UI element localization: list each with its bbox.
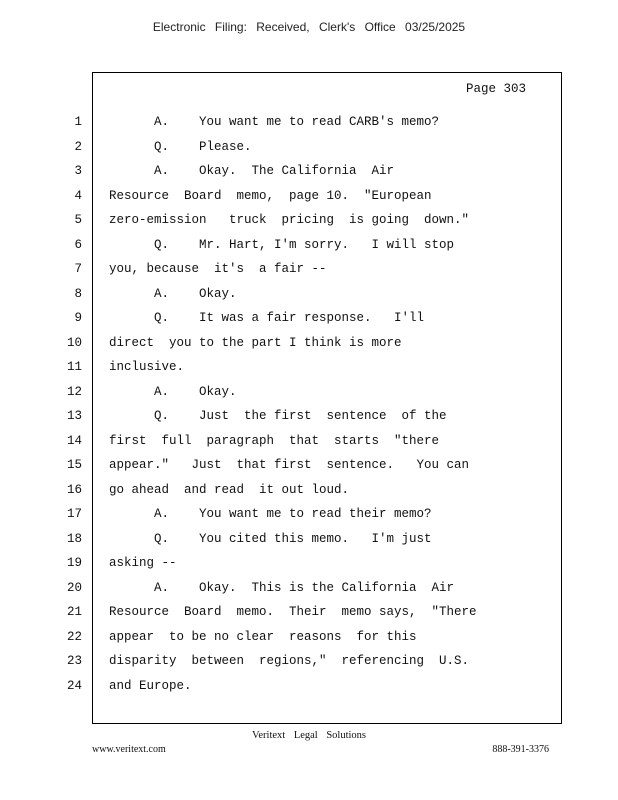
line-text: Q. Please. (109, 139, 252, 154)
line-text: A. You want me to read their memo? (109, 507, 432, 521)
line-number: 22 (66, 629, 82, 644)
transcript-line (0, 235, 618, 255)
line-number: 15 (66, 458, 82, 472)
line-text: asking -- (109, 556, 177, 570)
line-number: 6 (74, 237, 82, 252)
transcript-line (0, 676, 618, 696)
line-number: 12 (66, 384, 82, 399)
line-text: Resource Board memo, page 10. "European (109, 188, 432, 203)
line-number: 2 (74, 139, 82, 154)
line-text: Resource Board memo. Their memo says, "There (109, 605, 477, 619)
filing-stamp: Electronic Filing: Received, Clerk's Office 03/25/2025 (152, 20, 466, 34)
line-text: disparity between regions," referencing U.S. (109, 654, 470, 668)
transcript-line (0, 186, 618, 206)
transcript-line (0, 431, 618, 451)
line-number: 9 (74, 311, 82, 325)
line-number: 11 (66, 360, 82, 374)
line-number: 16 (66, 482, 82, 497)
line-number: 4 (74, 188, 82, 203)
line-text: zero-emission truck pricing is going down." (109, 213, 470, 227)
line-number: 8 (74, 286, 82, 301)
transcript-line (0, 210, 618, 230)
line-text: Q. It was a fair response. I'll (109, 311, 425, 325)
line-text: appear to be no clear reasons for this (109, 629, 417, 644)
line-number: 10 (66, 335, 82, 350)
line-number: 18 (66, 531, 82, 546)
line-text: Q. You cited this memo. I'm just (109, 531, 432, 546)
transcript-line (0, 602, 618, 622)
line-text: and Europe. (109, 678, 192, 693)
transcript-line (0, 455, 618, 475)
transcript-line (0, 259, 618, 279)
page-number: Page 303 (465, 82, 526, 96)
line-text: A. Okay. This is the California Air (109, 580, 455, 595)
line-number: 7 (74, 262, 82, 276)
line-text: direct you to the part I think is more (109, 335, 402, 350)
transcript-line (0, 627, 618, 647)
transcript-line (0, 553, 618, 573)
transcript-line (0, 651, 618, 671)
transcript-line (0, 578, 618, 598)
line-number: 20 (66, 580, 82, 595)
line-text: you, because it's a fair -- (109, 262, 327, 276)
line-text: A. You want me to read CARB's memo? (109, 115, 440, 129)
transcript-line (0, 333, 618, 353)
line-number: 14 (66, 433, 82, 448)
transcript-line (0, 112, 618, 132)
line-number: 21 (66, 605, 82, 619)
transcript-line (0, 529, 618, 549)
footer-company: Veritext Legal Solutions (251, 730, 367, 741)
line-text: first full paragraph that starts "there (109, 433, 440, 448)
footer-website: www.veritext.com (92, 744, 166, 755)
transcript-line (0, 382, 618, 402)
line-number: 19 (66, 556, 82, 570)
line-text: A. Okay. (109, 286, 237, 301)
transcript-line (0, 406, 618, 426)
line-text: A. Okay. The California Air (109, 164, 395, 178)
line-number: 1 (74, 115, 82, 129)
line-text: go ahead and read it out loud. (109, 482, 350, 497)
line-number: 17 (66, 507, 82, 521)
line-number: 23 (66, 654, 82, 668)
transcript-line (0, 137, 618, 157)
transcript-line (0, 480, 618, 500)
line-text: Q. Just the first sentence of the (109, 409, 447, 423)
transcript-line (0, 284, 618, 304)
transcript-line (0, 504, 618, 524)
line-number: 24 (66, 678, 82, 693)
line-number: 5 (74, 213, 82, 227)
line-text: appear." Just that first sentence. You can (109, 458, 470, 472)
line-number: 3 (74, 164, 82, 178)
line-text: inclusive. (109, 360, 185, 374)
line-number: 13 (66, 409, 82, 423)
transcript-line (0, 308, 618, 328)
line-text: Q. Mr. Hart, I'm sorry. I will stop (109, 237, 455, 252)
line-text: A. Okay. (109, 384, 237, 399)
transcript-line (0, 357, 618, 377)
footer-phone: 888-391-3376 (492, 744, 549, 755)
transcript-line (0, 161, 618, 181)
